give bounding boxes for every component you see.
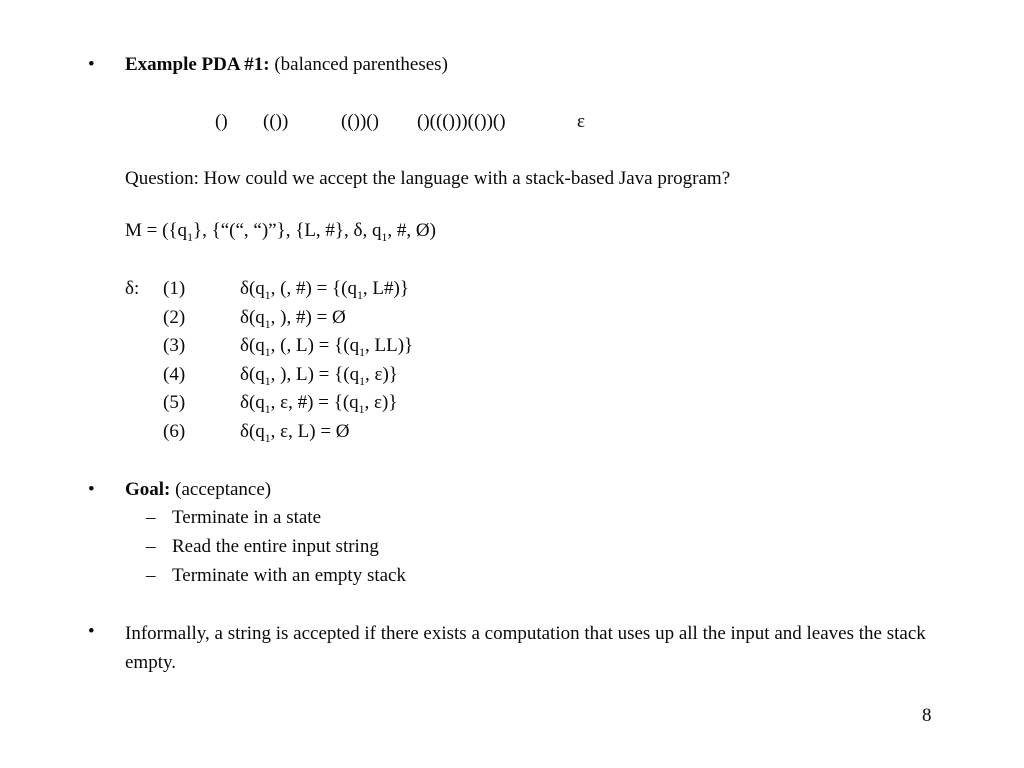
- paren-example-4: ()((()))(())(): [417, 111, 506, 132]
- dash-icon: –: [146, 536, 156, 557]
- rule-number: (2): [163, 307, 186, 328]
- goal-item-text: Terminate in a state: [172, 507, 322, 528]
- rule-equation: $\delta(q_1$, ), $L) = \{(q_1$, ε)}: [240, 364, 398, 388]
- dash-icon: –: [146, 565, 156, 586]
- rule-equation: $\delta(q_1$, ε, L) = Ø: [240, 421, 350, 445]
- rule-equation: $\delta(q_1$, (, $L) = \{(q_1$, LL)}: [240, 335, 414, 359]
- paren-example-2: (()): [263, 111, 289, 132]
- bullet-icon: •: [88, 54, 95, 75]
- rule-number: (5): [163, 392, 186, 413]
- example-pda-heading-bold: Example PDA #1:: [125, 54, 270, 75]
- page-number: 8: [922, 705, 932, 726]
- machine-definition: $M = (\{q_1\}$, {“(“, “)”}, {L, #}, δ, $q_1$, #, Ø): [125, 220, 436, 244]
- rule-equation: $\delta(q_1$, ), #) = Ø: [240, 307, 346, 331]
- informal-text: Informally, a string is accepted if there exists a computation that uses up all the input and leaves the stack empty.: [125, 623, 926, 673]
- goal-heading-rest: (acceptance): [170, 479, 272, 500]
- goal-heading-bold: Goal:: [125, 479, 171, 500]
- goal-item-text: Terminate with an empty stack: [172, 565, 406, 586]
- goal-item-text: Read the entire input string: [172, 536, 379, 557]
- dash-icon: –: [146, 507, 156, 528]
- rule-number: (1): [163, 278, 186, 299]
- example-pda-heading: [125, 53, 448, 77]
- goal-heading: [125, 478, 271, 502]
- bullet-icon: •: [88, 479, 95, 500]
- paren-example-1: (): [215, 111, 228, 132]
- rule-number: (6): [163, 421, 186, 442]
- epsilon-symbol: ε: [577, 111, 585, 132]
- rule-equation: $\delta(q_1$, ε, #) = {($q_1$, ε)}: [240, 392, 398, 416]
- question-text: Question: How could we accept the language with a stack-based Java program?: [125, 168, 731, 189]
- example-pda-heading-rest: (balanced parentheses): [269, 54, 448, 75]
- bullet-icon: •: [88, 621, 95, 642]
- paren-example-3: (())(): [341, 111, 379, 132]
- rule-number: (4): [163, 364, 186, 385]
- rule-equation: $\delta(q_1$, (, #) = {($q_1$, L#)}: [240, 278, 409, 302]
- rule-number: (3): [163, 335, 186, 356]
- delta-label: δ:: [125, 278, 140, 299]
